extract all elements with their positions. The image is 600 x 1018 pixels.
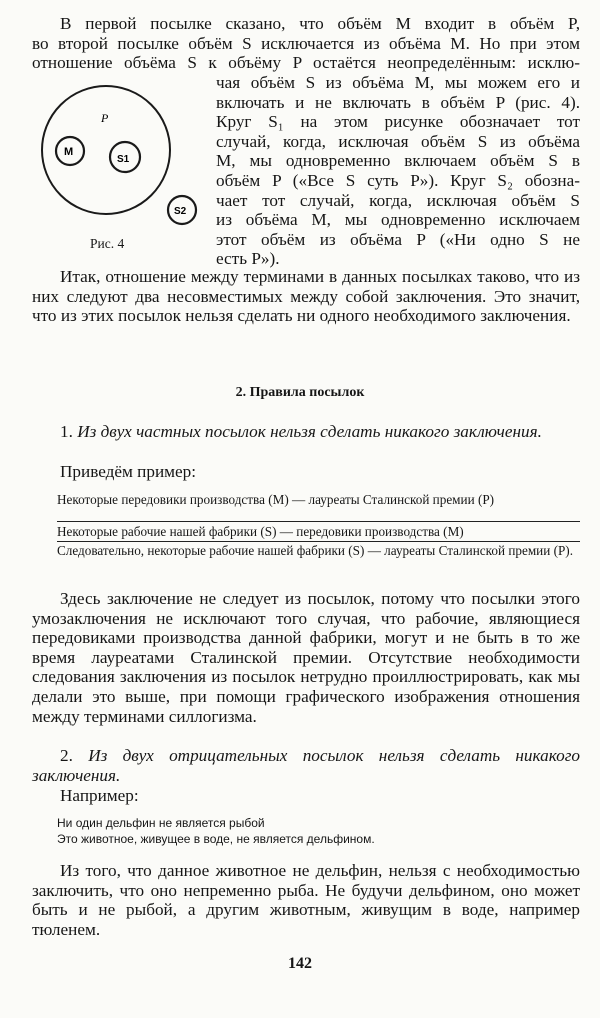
- rule-1-text: Из двух частных посылок нельзя сделать никакого заключения.: [77, 422, 542, 441]
- conclusion-paragraph: Итак, отношение между терминами в данных посылках таково, что из них следуют два несовместимых между собой заключения. Это значит, что из этих посылок нельзя сделать ни одного необходимого заключения.: [32, 267, 580, 326]
- text-line: чает тот случай, когда, исключая объём S: [216, 190, 580, 210]
- example2-intro: Например:: [60, 786, 139, 805]
- label-m: M: [64, 146, 74, 158]
- premise-divider-2: [57, 541, 580, 542]
- top-paragraph: [32, 14, 580, 73]
- text-line: В первой посылке сказано, что объём M входит в объём P,: [60, 14, 580, 33]
- premise-1: Некоторые передовики производства (M) — лауреаты Сталинской премии (P): [57, 492, 495, 507]
- text-line: объём P («Все S суть P»). Круг S₂ обозна-: [216, 170, 580, 190]
- premise-2: Некоторые рабочие нашей фабрики (S) — передовики производства (M): [57, 524, 464, 539]
- section-heading: 2. Правила посылок: [235, 385, 365, 400]
- circle-p: [42, 86, 170, 214]
- text-line: включать и не включать в объём P (рис. 4).: [216, 92, 580, 112]
- text-line: из объёма M, мы одновременно исключаем: [216, 210, 580, 230]
- text-line: M, мы одновременно включаем объём S в: [216, 151, 580, 171]
- text-line: есть P»).: [216, 249, 280, 269]
- text-line: отношение объёма S к объёму P остаётся неопределённым: исклю-: [32, 53, 580, 73]
- example2-line2: Это животное, живущее в воде, не является дельфином.: [57, 832, 375, 846]
- rule-1-number: 1.: [60, 422, 73, 441]
- final-paragraph: Из того, что данное животное не дельфин, нельзя с необходимостью заключить, что оно непременно рыба. Не будучи дельфином, оно может быть и не рыбой, а другим животным, живущим в воде, например тюленем.: [32, 861, 580, 939]
- wrap-paragraph: [216, 73, 580, 269]
- text-line: чая объём S из объёма M, мы можем его и: [216, 73, 580, 92]
- euler-diagram: [26, 84, 212, 234]
- figure-caption: Рис. 4: [90, 236, 125, 251]
- page-number: 142: [288, 955, 312, 972]
- rule-2: [32, 746, 580, 785]
- text-line: случай, когда, исключая объём S из объёма: [216, 131, 580, 151]
- label-s1: S1: [117, 154, 130, 165]
- label-p: P: [101, 111, 109, 125]
- explanation-paragraph: Здесь заключение не следует из посылок, потому что посылки этого умозаключения не исключают того случая, что рабочие, являющиеся передовиками производства данной фабрики, могут и не быть в то же время лауреатами Сталинской премии. Отсутствие необходимости следования заключения из посылок нетрудно проиллюстрировать, как мы делали это выше, при помощи графического изображения отношения между терминами силлогизма.: [32, 589, 580, 726]
- label-s2: S2: [174, 206, 187, 217]
- text-line: во второй посылке объём S исключается из объёма M. Но при этом: [32, 33, 580, 53]
- rule-2-text: Из двух отрицательных посылок нельзя сделать никакого заключения.: [32, 746, 580, 785]
- premise-divider-1: [57, 521, 580, 522]
- text-line: Круг S₁ на этом рисунке обозначает тот: [216, 112, 580, 132]
- syllogism-conclusion: Следовательно, некоторые рабочие нашей фабрики (S) — лауреаты Сталинской премии (P).: [57, 543, 573, 558]
- example2-line1: Ни один дельфин не является рыбой: [57, 816, 265, 830]
- example-intro: Приведём пример:: [60, 462, 197, 481]
- rule-2-number: 2.: [60, 746, 73, 765]
- rule-1: [32, 422, 580, 442]
- text-line: этот объём из объёма P («Ни одно S не: [216, 229, 580, 249]
